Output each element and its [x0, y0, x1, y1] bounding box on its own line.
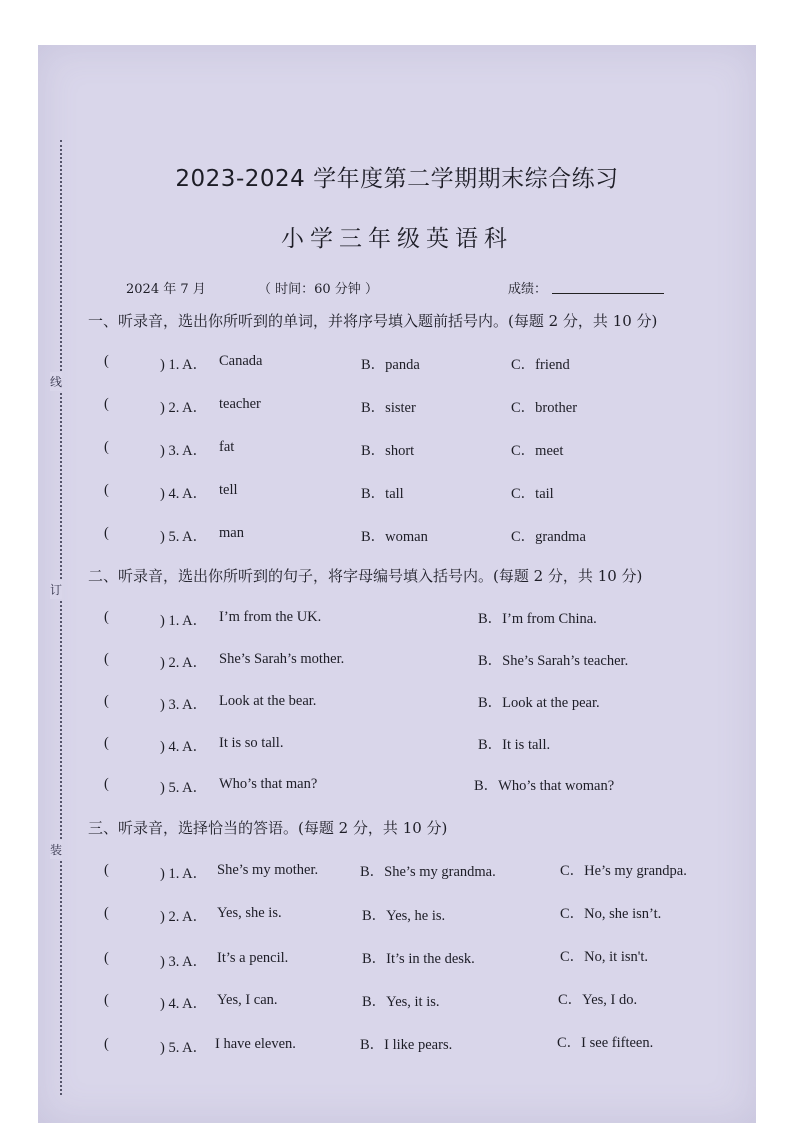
option-b: B．panda [361, 357, 420, 373]
question-number: ) 4. A． [160, 739, 208, 755]
option-c: C．I see fifteen. [557, 1035, 654, 1051]
option-b: B．Yes, it is. [362, 994, 440, 1010]
option-a: teacher [219, 396, 261, 412]
question-number: ) 5. A． [160, 1040, 208, 1056]
question-number: ) 5. A． [160, 529, 208, 545]
question-number: ) 3. A． [160, 697, 208, 713]
option-a: Look at the bear. [219, 693, 317, 709]
option-b: B．She’s Sarah’s teacher. [478, 653, 629, 669]
exam-subject: 小学三年级英语科 [281, 226, 513, 252]
option-a: It’s a pencil. [217, 950, 289, 966]
option-b: B．Look at the pear. [478, 695, 600, 711]
option-a: Canada [219, 353, 263, 369]
option-a: tell [219, 482, 238, 498]
question-number: ) 3. A． [160, 954, 208, 970]
answer-paren[interactable]: ( [104, 651, 109, 667]
section3-heading: 三、听录音，选择恰当的答语。(每题 2 分，共 10 分) [88, 819, 448, 837]
option-b: B．I like pears. [360, 1037, 453, 1053]
option-a: Yes, I can. [217, 992, 278, 1008]
option-a: It is so tall. [219, 735, 284, 751]
answer-paren[interactable]: ( [104, 609, 109, 625]
answer-paren[interactable]: ( [104, 1036, 109, 1052]
exam-title: 2023-2024 学年度第二学期期末综合练习 [175, 166, 619, 192]
question-number: ) 1. A． [160, 866, 208, 882]
answer-paren[interactable]: ( [104, 992, 109, 1008]
answer-paren[interactable]: ( [104, 482, 109, 498]
question-number: ) 4. A． [160, 486, 208, 502]
question-number: ) 3. A． [160, 443, 208, 459]
option-b: B．It’s in the desk. [362, 951, 475, 967]
score-field[interactable] [552, 293, 664, 294]
option-b: B．short [361, 443, 415, 459]
answer-paren[interactable]: ( [104, 439, 109, 455]
option-b: B．It is tall. [478, 737, 551, 753]
binding-label-ding: 订 [50, 580, 62, 599]
option-b: B．She’s my grandma. [360, 864, 496, 880]
option-b: B．Yes, he is. [362, 908, 446, 924]
option-c: C．He’s my grandpa. [560, 863, 687, 879]
binding-label-xian: 线 [50, 372, 62, 391]
option-a: Who’s that man? [219, 776, 318, 792]
option-c: C．friend [511, 357, 570, 373]
section2-heading: 二、听录音，选出你所听到的句子，将字母编号填入括号内。(每题 2 分，共 10 分) [88, 567, 643, 585]
question-number: ) 1. A． [160, 613, 208, 629]
option-a: man [219, 525, 244, 541]
option-c: C．tail [511, 486, 554, 502]
option-a: Yes, she is. [217, 905, 282, 921]
option-a: fat [219, 439, 235, 455]
question-number: ) 1. A． [160, 357, 208, 373]
answer-paren[interactable]: ( [104, 905, 109, 921]
option-c: C．No, she isn’t. [560, 906, 662, 922]
option-a: She’s my mother. [217, 862, 319, 878]
answer-paren[interactable]: ( [104, 525, 109, 541]
option-b: B．I’m from China. [478, 611, 597, 627]
question-number: ) 2. A． [160, 655, 208, 671]
option-b: B．tall [361, 486, 404, 502]
question-number: ) 2. A． [160, 909, 208, 925]
option-c: C．No, it isn't. [560, 949, 649, 965]
section1-heading: 一、听录音，选出你所听到的单词，并将序号填入题前括号内。(每题 2 分，共 10 分) [88, 312, 658, 330]
option-b: B．Who’s that woman? [474, 778, 615, 794]
exam-time: （ 时间：60 分钟 ） [258, 282, 378, 297]
option-c: C．meet [511, 443, 564, 459]
question-number: ) 5. A． [160, 780, 208, 796]
answer-paren[interactable]: ( [104, 776, 109, 792]
option-c: C．Yes, I do. [558, 992, 638, 1008]
answer-paren[interactable]: ( [104, 396, 109, 412]
binding-label-zhuang: 装 [50, 840, 62, 859]
option-a: I’m from the UK. [219, 609, 322, 625]
option-c: C．brother [511, 400, 578, 416]
answer-paren[interactable]: ( [104, 950, 109, 966]
option-a: I have eleven. [215, 1036, 296, 1052]
question-number: ) 4. A． [160, 996, 208, 1012]
binding-dotted-line [60, 140, 62, 1095]
answer-paren[interactable]: ( [104, 693, 109, 709]
answer-paren[interactable]: ( [104, 862, 109, 878]
answer-paren[interactable]: ( [104, 735, 109, 751]
question-number: ) 2. A． [160, 400, 208, 416]
option-b: B．woman [361, 529, 428, 545]
option-b: B．sister [361, 400, 416, 416]
score-label: 成绩： [508, 282, 548, 297]
exam-date: 2024 年 7 月 [126, 282, 206, 297]
answer-paren[interactable]: ( [104, 353, 109, 369]
option-c: C．grandma [511, 529, 586, 545]
option-a: She’s Sarah’s mother. [219, 651, 345, 667]
